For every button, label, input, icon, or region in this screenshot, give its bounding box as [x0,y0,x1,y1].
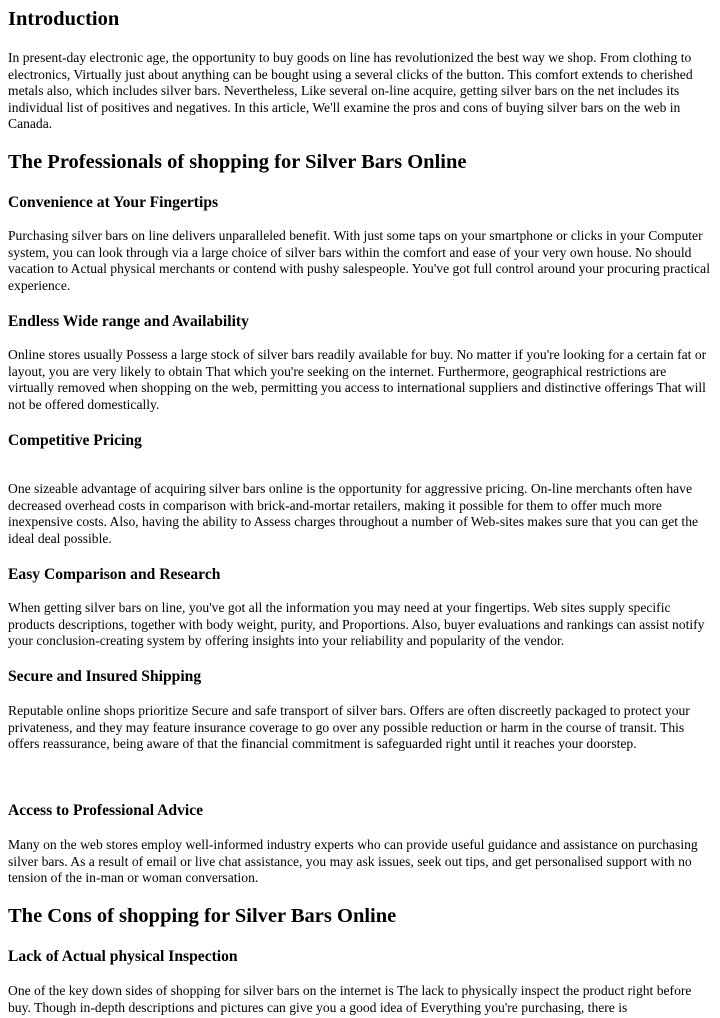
pro-advice-paragraph: Many on the web stores employ well-informed industry experts who can provide useful guidance and assistance on purchasing silver bars. As a result of email or live chat assistance, you may ask issues, seek out tips, and get personalised support with no tension of the in-man or woman conversation. [8,837,698,885]
pro-shipping-paragraph: Reputable online shops prioritize Secure and safe transport of silver bars. Offers are often discreetly packaged to protect your privateness, and they may feature insurance coverage to go over any possible reduction or harm in the course of transit. This offers reassurance, being aware of that the financial commitment is safeguarded right until it reaches your doorstep. [8,703,690,751]
pros-heading: The Professionals of shopping for Silver Bars Online [8,151,467,173]
pro-variety-paragraph: Online stores usually Possess a large stock of silver bars readily available for buy. No matter if you're looking for a certain fat or layout, you are very likely to obtain That which you're seeking on the internet. Furthermore, geographical restrictions are virtually removed when shopping on the web, permitting you access to international suppliers and distinctive offerings That will not be offered domestically. [8,347,707,412]
pro-convenience-paragraph: Purchasing silver bars on line delivers unparalleled benefit. With just some taps on your smartphone or clicks in your Computer system, you can look through via a large choice of silver bars within the comfort and ease of your very own house. No should vacation to Actual physical merchants or contend with pushy salespeople. You've got full control around your procuring practical experience. [8,228,710,293]
intro-heading: Introduction [8,8,120,30]
intro-paragraph: In present-day electronic age, the opportunity to buy goods on line has revolutionized the best way we shop. From clothing to electronics, Virtually just about anything can be bought using a several clicks of the button. This comfort extends to cherished metals also, which includes silver bars. Nevertheless, Like several on-line acquire, getting silver bars on the net includes its individual list of positives and negatives. In this article, We'll examine the pros and cons of buying silver bars on the web in Canada. [8,50,693,131]
pro-comparison-paragraph: When getting silver bars on line, you've got all the information you may need at your fingertips. Web sites supply specific products descriptions, together with body weight, purity, and Proportions. Also, buyer evaluations and rankings can assist notify your conclusion-creating system by offering insights into your reliability and popularity of the vendor. [8,600,705,648]
cons-heading: The Cons of shopping for Silver Bars Online [8,905,397,927]
con-inspection-paragraph: One of the key down sides of shopping for silver bars on the internet is The lack to physically inspect the product right before buy. Though in-depth descriptions and pictures can give you a good idea of Everything you're purchasing, there is [8,983,692,1015]
pro-comparison-heading: Easy Comparison and Research [8,566,221,583]
pro-pricing-paragraph: One sizeable advantage of acquiring silver bars online is the opportunity for aggressive pricing. On-line merchants often have decreased overhead costs in comparison with brick-and-mortar retailers, making it possible for them to offer much more inexpensive costs. Also, having the ability to Assess charges throughout a number of Web-sites makes sure that you can get the ideal deal possible. [8,481,699,546]
pro-variety-heading: Endless Wide range and Availability [8,313,249,330]
pro-advice-heading: Access to Professional Advice [8,802,204,819]
pro-pricing-heading: Competitive Pricing [8,432,142,449]
pro-shipping-heading: Secure and Insured Shipping [8,668,202,685]
pro-convenience-heading: Convenience at Your Fingertips [8,194,219,211]
con-inspection-heading: Lack of Actual physical Inspection [8,948,238,965]
